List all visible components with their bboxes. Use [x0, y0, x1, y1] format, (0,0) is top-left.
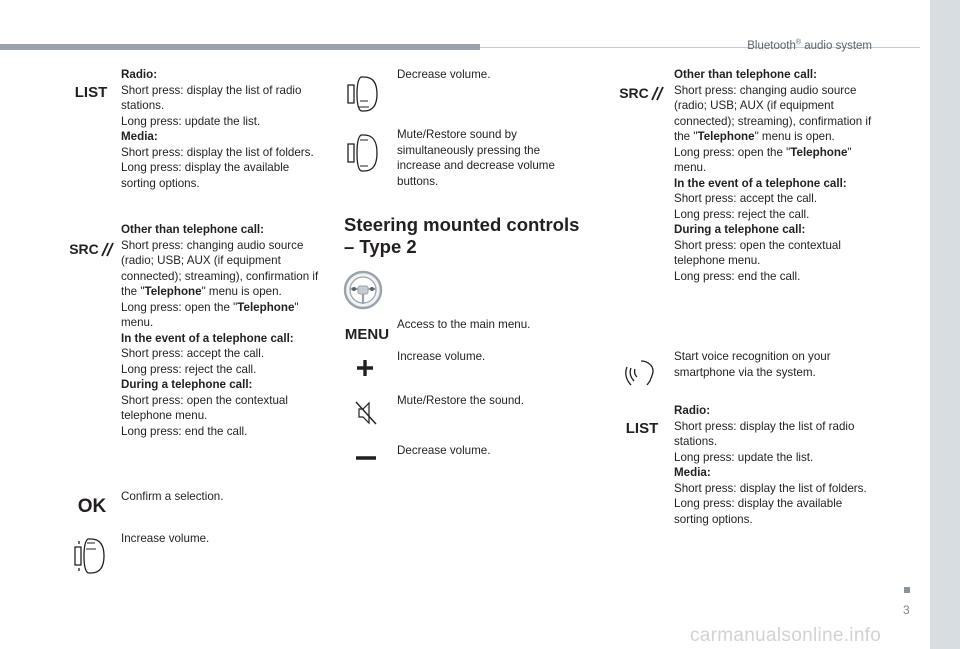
mute-description: Mute/Restore sound by simultaneously pressing the increase and decrease volume buttons. — [397, 128, 555, 188]
mute-thumbwheel-icon — [342, 130, 386, 176]
volume-down-description: Decrease volume. — [397, 68, 491, 81]
watermark: carmanualsonline.info — [690, 625, 882, 646]
ok-button-icon: OK — [77, 496, 107, 517]
page-marker — [904, 587, 910, 593]
minus-description: Decrease volume. — [397, 444, 491, 457]
section-title: Bluetooth® audio system — [747, 39, 872, 52]
voice-recognition-icon — [622, 356, 660, 390]
list-button-icon-2: LIST — [625, 419, 659, 437]
menu-button-icon: MENU — [344, 325, 390, 343]
steering-wheel-icon — [340, 268, 386, 312]
list-button-icon: LIST — [74, 83, 108, 101]
header-bar — [0, 44, 480, 50]
list-button-description-2: Radio: Short press: display the list of radio stations. Long press: update the list. Media: Short press: display the list of folders. Long press: display the available sorting options. — [674, 404, 867, 526]
menu-description: Access to the main menu. — [397, 318, 531, 331]
minus-icon — [355, 451, 377, 465]
plus-description: Increase volume. — [397, 350, 486, 363]
list-button-description: Radio: Short press: display the list of radio stations. Long press: update the list. Media: Short press: display the list of folders. Long press: display the available sorting options. — [121, 68, 314, 190]
voice-description: Start voice recognition on your smartphone via the system. — [674, 350, 831, 379]
mute2-description: Mute/Restore the sound. — [397, 394, 524, 407]
src-button-icon: SRC — [68, 238, 116, 260]
volume-up-thumbwheel-icon — [70, 534, 112, 578]
src-button-icon-2: SRC — [618, 82, 666, 104]
plus-icon — [355, 358, 375, 378]
ok-button-description: Confirm a selection. — [121, 490, 224, 503]
src-button-description-2: Other than telephone call: Short press: changing audio source (radio; USB; AUX (if equipment connected); streaming), confirmation if the "Telephone" menu is open. Long press: open the "Telephone" menu. In the event of a telephone call: Short press: accept the call. Long press: reject the call. During a telephone call: Short press: open the contextual telephone menu. Long press: end the call. — [674, 68, 872, 283]
volume-up-description: Increase volume. — [121, 532, 210, 545]
page-edge-tab — [930, 0, 960, 649]
mute-speaker-icon — [352, 398, 380, 428]
page-number: 3 — [903, 603, 910, 617]
volume-down-thumbwheel-icon — [342, 72, 386, 116]
src-button-description: Other than telephone call: Short press: changing audio source (radio; USB; AUX (if equipment connected); streaming), confirmation if the "Telephone" menu is open. Long press: open the "Telephone" menu. In the event of a telephone call: Short press: accept the call. Long press: reject the call. During a telephone call: Short press: open the contextual telephone menu. Long press: end the call. — [121, 223, 319, 438]
section-heading: Steering mounted controls – Type 2 — [344, 214, 580, 257]
